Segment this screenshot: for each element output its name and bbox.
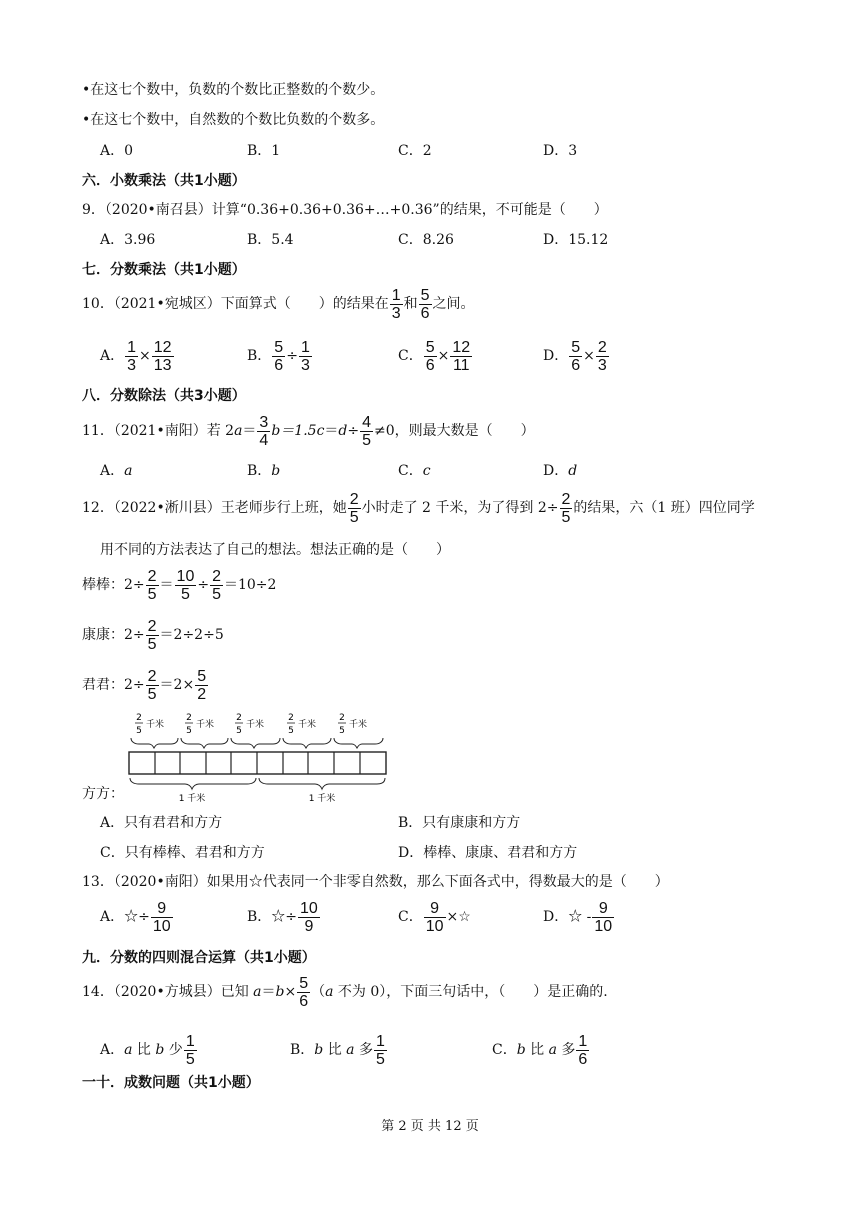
diagram-top-label xyxy=(135,713,164,736)
section-heading-11: 一十．成数问题（共1小题） xyxy=(82,1075,260,1091)
svg-text:5: 5 xyxy=(339,726,345,736)
q12-option-d: D．棒棒、康康、君君和方方 xyxy=(398,845,578,861)
q14-option-b: B．b 比 a 多 $\frac{1}{5}$ xyxy=(290,1032,385,1068)
q14-stem: 14．（2020•方城县）已知 a＝b× $\frac{5}{6}$ （a 不为 0），下面三句话中，（ ）是正确的. xyxy=(82,974,608,1010)
bullet-line-2: •在这七个数中，自然数的个数比负数的个数多。 xyxy=(82,112,385,128)
section-heading-6: 六．小数乘法（共1小题） xyxy=(82,173,246,189)
q11-stem: 11．（2021•南阳）若 2a＝ $\frac{3}{4}$ b＝1.5c＝d÷ $\frac{4}{5}$ ≠0，则最大数是（ ） xyxy=(82,413,535,449)
q13-option-c: C． $\frac{9}{10}$ ×☆ xyxy=(398,899,471,935)
q11-option-c: C．c xyxy=(398,463,431,479)
q11-option-b: B．b xyxy=(247,463,281,479)
svg-text:2: 2 xyxy=(236,713,242,723)
svg-text:5: 5 xyxy=(288,726,294,736)
q14-option-a: A．a 比 b 少 $\frac{1}{5}$ xyxy=(100,1032,195,1068)
q10-option-a: A． $\frac{1}{3}$ × $\frac{12}{13}$ xyxy=(100,338,172,374)
q11-option-d: D．d xyxy=(543,463,578,479)
diagram-top-label xyxy=(235,713,264,736)
q12-option-b: B．只有康康和方方 xyxy=(398,815,521,831)
diagram-top-label xyxy=(338,713,367,736)
diagram-top-label xyxy=(287,713,316,736)
section-heading-9: 九．分数的四则混合运算（共1小题） xyxy=(82,950,316,966)
q9-stem: 9．（2020•南召县）计算“0.36+0.36+0.36+…+0.36”的结果，不可能是（ ） xyxy=(82,202,608,218)
svg-text:千米: 千米 xyxy=(348,720,368,730)
q12-stem-line2: 用不同的方法表达了自己的想法。想法正确的是（ ） xyxy=(100,542,450,558)
svg-text:千米: 千米 xyxy=(297,720,317,730)
q10-option-c: C． $\frac{5}{6}$ × $\frac{12}{11}$ xyxy=(398,338,471,374)
svg-text:千米: 千米 xyxy=(195,720,215,730)
q12-kangkang: 康康：2÷ $\frac{2}{5}$ ＝2÷2÷5 xyxy=(82,617,224,653)
q12-bangbang: 棒棒：2÷ $\frac{2}{5}$ ＝ $\frac{10}{5}$ ÷ $\frac{2}{5}$ ＝10÷2 xyxy=(82,567,277,603)
svg-text:2: 2 xyxy=(288,713,294,723)
q10-stem: 10．（2021•宛城区）下面算式（ ）的结果在 $\frac{1}{3}$ 和 $\frac{5}{6}$ 之间。 xyxy=(82,286,475,322)
q13-option-a: A．☆÷ $\frac{9}{10}$ xyxy=(100,899,171,935)
q12-option-c: C．只有棒棒、君君和方方 xyxy=(100,845,265,861)
q11-option-a: A．a xyxy=(100,463,133,479)
q8-option-c: C．2 xyxy=(398,143,432,159)
q8-option-b: B．1 xyxy=(247,143,281,159)
q12-fangfang: 方方： xyxy=(82,786,124,802)
diagram-bottom-label-1: 1 千米 xyxy=(178,794,206,804)
fraction: $\frac{1}{3}$ xyxy=(391,286,401,322)
segment-diagram xyxy=(125,708,390,804)
svg-text:2: 2 xyxy=(136,713,142,723)
diagram-bottom-label-2: 1 千米 xyxy=(308,794,336,804)
diagram-top-label xyxy=(185,713,214,736)
q9-option-d: D．15.12 xyxy=(543,232,609,248)
page-footer: 第 2 页 共 12 页 xyxy=(381,1119,479,1134)
svg-text:5: 5 xyxy=(236,726,242,736)
bullet-line-1: •在这七个数中，负数的个数比正整数的个数少。 xyxy=(82,82,385,98)
svg-text:2: 2 xyxy=(186,713,192,723)
q13-option-d: D．☆ - $\frac{9}{10}$ xyxy=(543,899,613,935)
q10-option-b: B． $\frac{5}{6}$ ÷ $\frac{1}{3}$ xyxy=(247,338,310,374)
q13-option-b: B．☆÷ $\frac{10}{9}$ xyxy=(247,899,318,935)
section-heading-7: 七．分数乘法（共1小题） xyxy=(82,262,246,278)
q12-junjun: 君君：2÷ $\frac{2}{5}$ ＝2× $\frac{5}{2}$ xyxy=(82,667,207,703)
svg-text:2: 2 xyxy=(339,713,345,723)
q14-option-c: C．b 比 a 多 $\frac{1}{6}$ xyxy=(492,1032,588,1068)
q12-option-a: A．只有君君和方方 xyxy=(100,815,223,831)
svg-text:千米: 千米 xyxy=(145,720,165,730)
q9-option-c: C．8.26 xyxy=(398,232,454,248)
svg-text:千米: 千米 xyxy=(245,720,265,730)
q12-stem: 12．（2022•淅川县）王老师步行上班，她 $\frac{2}{5}$ 小时走了 2 千米，为了得到 2÷ $\frac{2}{5}$ 的结果，六（1 班）四位同学 xyxy=(82,490,755,526)
q9-option-a: A．3.96 xyxy=(100,232,156,248)
svg-text:5: 5 xyxy=(136,726,142,736)
q13-stem: 13．（2020•南阳）如果用☆代表同一个非零自然数，那么下面各式中，得数最大的是（ ） xyxy=(82,874,669,890)
q8-option-d: D．3 xyxy=(543,143,578,159)
q8-option-a: A．0 xyxy=(100,143,134,159)
svg-text:5: 5 xyxy=(186,726,192,736)
q10-stem-text-a: 10．（2021•宛城区）下面算式（ ）的结果在 xyxy=(82,296,389,312)
section-heading-8: 八．分数除法（共3小题） xyxy=(82,388,246,404)
q10-option-d: D． $\frac{5}{6}$ × $\frac{2}{3}$ xyxy=(543,338,607,374)
q9-option-b: B．5.4 xyxy=(247,232,294,248)
fraction: $\frac{5}{6}$ xyxy=(420,286,430,322)
